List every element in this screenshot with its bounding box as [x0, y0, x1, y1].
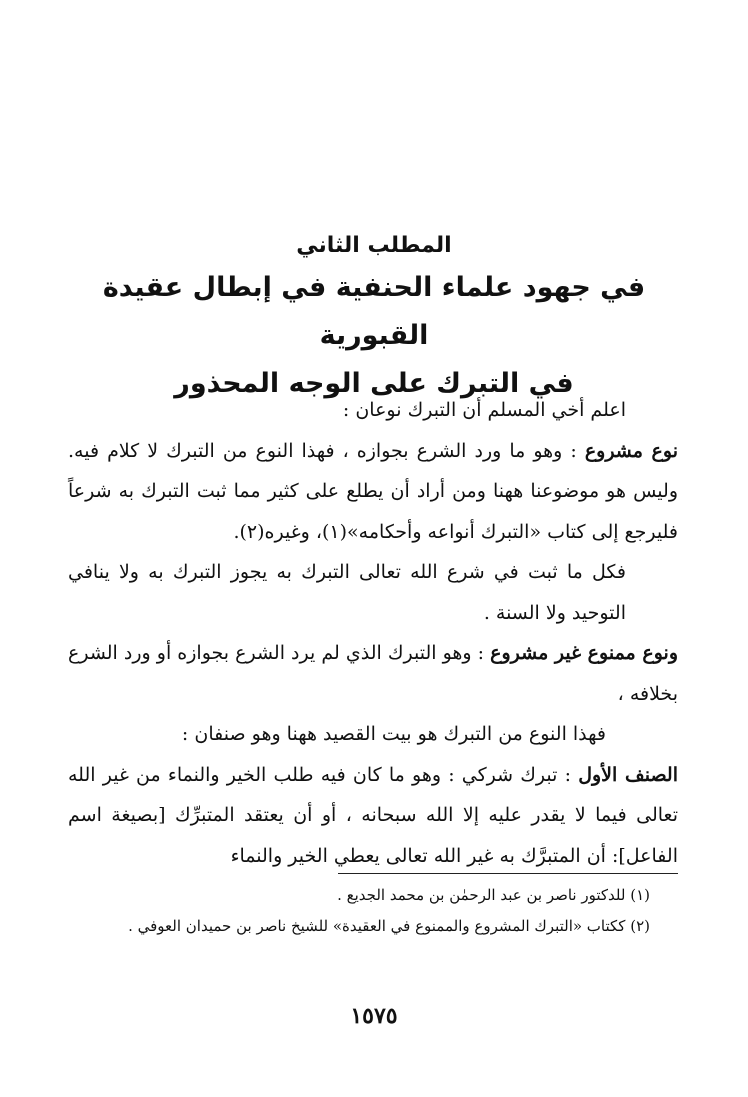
- kind1-term: الصنف الأول: [578, 763, 679, 786]
- heading-block: [60, 228, 688, 408]
- type2-paragraph: [68, 633, 678, 714]
- section-heading: المطلب الثاني: [296, 233, 452, 258]
- kind1-text: : تبرك شركي : وهو ما كان فيه طلب الخير والنماء من غير الله تعالى فيما لا يقدر عليه إلا الله سبحانه ، أو أن يعتقد المتبرِّك [بصيغة اسم الفاعل]: أن المتبرَّك به غير الله تعالى يعطي الخير والنماء: [68, 763, 678, 867]
- footnote-1: (١) للدكتور ناصر بن عبد الرحمٰن بن محمد الجديع .: [337, 886, 650, 904]
- paragraph-2: فكل ما ثبت في شرع الله تعالى التبرك به يجوز التبرك به ولا ينافي التوحيد ولا السنة .: [68, 561, 626, 624]
- kind1-paragraph: [68, 755, 678, 877]
- paragraph-4: فهذا النوع من التبرك هو بيت القصيد ههنا وهو صنفان :: [181, 723, 606, 745]
- type1-text: : وهو ما ورد الشرع بجوازه ، فهذا النوع من التبرك لا كلام فيه. وليس هو موضوعنا ههنا ومن أراد أن يطلع على كثير مما ثبت التبرك به شرعاً فليرجع إلى كتاب «التبرك أنواعه وأحكامه»(١)، وغيره(٢).: [68, 439, 678, 543]
- footnotes: [90, 880, 650, 942]
- chapter-title-line-2: في التبرك على الوجه المحذور: [174, 368, 574, 399]
- chapter-title-line-1: في جهود علماء الحنفية في إبطال عقيدة القبورية: [102, 272, 646, 351]
- footnote-2: (٢) ككتاب «التبرك المشروع والممنوع في العقيدة» للشيخ ناصر بن حميدان العوفي .: [128, 917, 650, 935]
- footnote-separator: [338, 873, 678, 874]
- type1-paragraph: [68, 431, 678, 553]
- intro-paragraph: اعلم أخي المسلم أن التبرك نوعان :: [342, 399, 626, 421]
- type2-term: ونوع ممنوع غير مشروع: [490, 642, 678, 664]
- type2-text: : وهو التبرك الذي لم يرد الشرع بجوازه أو ورد الشرع بخلافه ،: [68, 642, 678, 705]
- type1-term: نوع مشروع: [584, 439, 678, 462]
- page-number: ١٥٧٥: [350, 1003, 398, 1029]
- body-text: [68, 390, 678, 876]
